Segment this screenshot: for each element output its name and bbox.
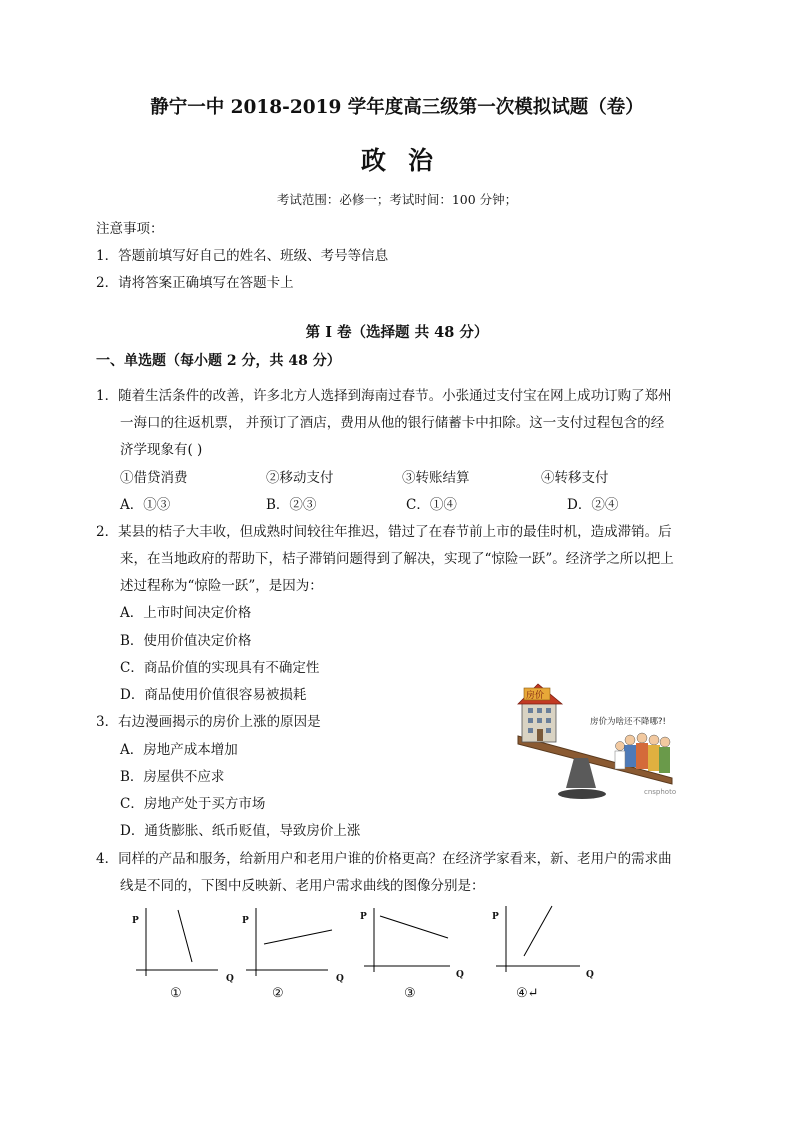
graph-label: ③	[404, 986, 416, 1001]
demand-graph-1	[128, 904, 248, 1010]
q2-choice: B．使用价值决定价格	[120, 633, 252, 649]
demand-graph-4	[490, 904, 610, 1010]
exam-title: 静宁一中 2018-2019 学年度高三级第一次模拟试题（卷）	[150, 97, 644, 118]
q3-choice: C．房地产处于买方市场	[120, 796, 266, 812]
q4-stem-line: 4．同样的产品和服务，给新用户和老用户谁的价格更高？在经济学家看来，新、老用户的需求曲	[96, 851, 672, 867]
house-price-sign: 房价	[526, 691, 545, 701]
demand-curve	[178, 910, 192, 962]
axis-q-label: Q	[456, 970, 464, 980]
note-item: 2．请将答案正确填写在答题卡上	[96, 275, 294, 291]
axis-q-label: Q	[226, 974, 234, 984]
q1-choice: D．②④	[567, 497, 619, 513]
demand-curve	[380, 916, 448, 938]
graph-label: ④↵	[516, 986, 539, 1001]
graph-label: ②	[272, 986, 284, 1001]
q1-stem-line: 一海口的往返机票， 并预订了酒店，费用从他的银行储蓄卡中扣除。这一支付过程包含的经	[120, 415, 665, 431]
q1-item: ②移动支付	[266, 470, 334, 486]
q1-stem-line: 济学现象有( )	[120, 442, 203, 458]
q1-item: ④转移支付	[541, 470, 609, 486]
q2-stem-line: 述过程称为“惊险一跃”，是因为：	[120, 578, 323, 594]
q2-choice: D．商品使用价值很容易被损耗	[120, 687, 307, 703]
q3-choice: A．房地产成本增加	[120, 742, 238, 758]
axis-p-label: P	[242, 916, 249, 926]
q3-choice: B．房屋供不应求	[120, 769, 225, 785]
axis-p-label: P	[132, 916, 139, 926]
demand-curve	[524, 906, 552, 956]
q2-stem-line: 2．某县的桔子大丰收，但成熟时间较往年推迟，错过了在春节前上市的最佳时机，造成滞销。后	[96, 524, 672, 540]
subject-title: 政治	[360, 146, 455, 175]
axis-p-label: P	[492, 912, 499, 922]
notes-heading: 注意事项：	[96, 221, 164, 237]
exam-range: 考试范围：必修一；考试时间：100 分钟；	[276, 192, 518, 207]
axis-q-label: Q	[586, 970, 594, 980]
cartoon-speech: 房价为啥还不降哪?!	[590, 717, 666, 727]
graph-label: ①	[170, 986, 182, 1001]
q2-choice: C．商品价值的实现具有不确定性	[120, 660, 320, 676]
demand-graph-3	[358, 904, 478, 1010]
q2-choice: A．上市时间决定价格	[120, 605, 252, 621]
q1-stem-line: 1．随着生活条件的改善，许多北方人选择到海南过春节。小张通过支付宝在网上成功订购了郑州	[96, 388, 672, 404]
q1-choice: A．①③	[120, 497, 171, 513]
q1-item: ①借贷消费	[120, 470, 188, 486]
q2-stem-line: 来，在当地政府的帮助下，桔子滞销问题得到了解决，实现了“惊险一跃”。经济学之所以把上	[120, 551, 674, 567]
q1-item: ③转账结算	[402, 470, 470, 486]
q3-choice: D．通货膨胀、纸币贬值，导致房价上涨	[120, 823, 361, 839]
q1-choice: B．②③	[266, 497, 317, 513]
part-heading: 一、单选题（每小题 2 分，共 48 分）	[96, 353, 341, 369]
section-title: 第 I 卷（选择题 共 48 分）	[305, 324, 489, 341]
cartoon-watermark: cnsphoto	[644, 788, 677, 796]
q3-stem: 3．右边漫画揭示的房价上涨的原因是	[96, 714, 321, 730]
axis-p-label: P	[360, 912, 367, 922]
housing-price-cartoon	[512, 666, 678, 810]
demand-curve	[264, 930, 332, 944]
note-item: 1．答题前填写好自己的姓名、班级、考号等信息	[96, 248, 389, 264]
axis-q-label: Q	[336, 974, 344, 984]
demand-graph-2	[240, 904, 360, 1010]
q1-choice: C．①④	[406, 497, 457, 513]
q4-stem-line: 线是不同的，下图中反映新、老用户需求曲线的图像分别是：	[120, 878, 485, 894]
